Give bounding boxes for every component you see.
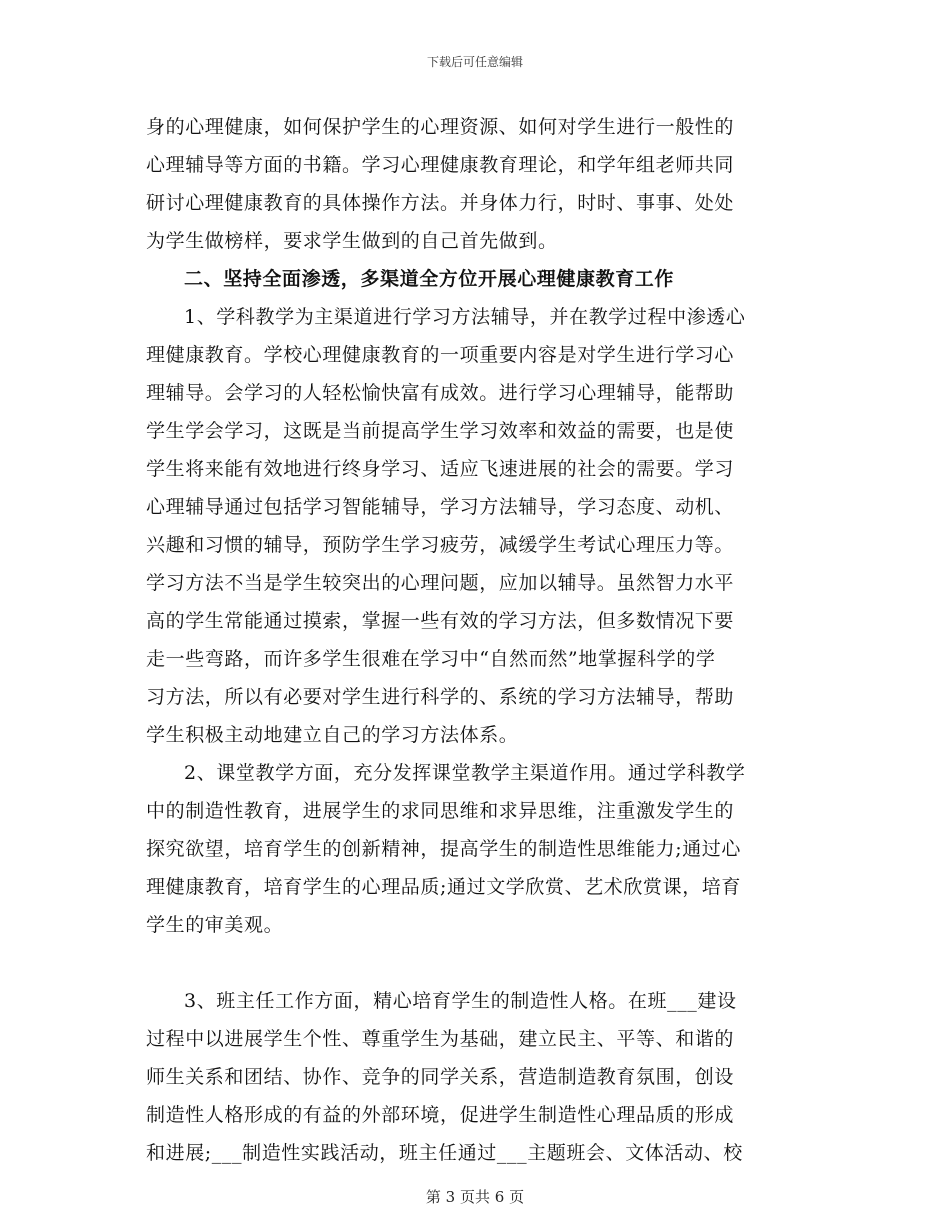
paragraph-line: 师生关系和团结、协作、竞争的同学关系，营造制造教育氛围，创设 <box>146 1066 735 1088</box>
paragraph-line: 高的学生常能通过摸索，掌握一些有效的学习方法，但多数情况下要 <box>146 610 735 632</box>
paragraph-line: 理健康教育。学校心理健康教育的一项重要内容是对学生进行学习心 <box>146 344 735 366</box>
paragraph-line: 中的制造性教育，进展学生的求同思维和求异思维，注重激发学生的 <box>146 800 735 822</box>
blank-line <box>146 944 810 982</box>
paragraph-line: 2、课堂教学方面，充分发挥课堂教学主渠道作用。通过学科教学 <box>184 762 746 784</box>
paragraph-line: 探究欲望，培育学生的创新精神，提高学生的制造性思维能力;通过心 <box>146 838 742 860</box>
paragraph-line: 兴趣和习惯的辅导，预防学生学习疲劳，减缓学生考试心理压力等。 <box>146 534 735 556</box>
paragraph-line: 学生学会学习，这既是当前提高学生学习效率和效益的需要，也是使 <box>146 420 735 442</box>
paragraph-line: 走一些弯路，而许多学生很难在学习中“自然而然”地掌握科学的学 <box>146 648 716 670</box>
paragraph-line: 为学生做榜样，要求学生做到的自己首先做到。 <box>146 230 558 252</box>
paragraph-line: 制造性人格形成的有益的外部环境，促进学生制造性心理品质的形成 <box>146 1104 735 1126</box>
section-heading: 二、坚持全面渗透，多渠道全方位开展心理健康教育工作 <box>184 268 675 290</box>
page-header-note: 下载后可任意编辑 <box>426 55 523 69</box>
paragraph-line: 过程中以进展学生个性、尊重学生为基础，建立民主、平等、和谐的 <box>146 1028 735 1050</box>
paragraph-line: 身的心理健康，如何保护学生的心理资源、如何对学生进行一般性的 <box>146 116 735 138</box>
document-body <box>146 108 810 1172</box>
paragraph-line: 理辅导。会学习的人轻松愉快富有成效。进行学习心理辅导，能帮助 <box>146 382 735 404</box>
page-number: 第 3 页共 6 页 <box>425 1188 525 1206</box>
paragraph-line: 学生积极主动地建立自己的学习方法体系。 <box>146 724 519 746</box>
paragraph-line: 学生将来能有效地进行终身学习、适应飞速进展的社会的需要。学习 <box>146 458 735 480</box>
paragraph-line: 心理辅导等方面的书籍。学习心理健康教育理论，和学年组老师共同 <box>146 154 735 176</box>
paragraph-line: 1、学科教学为主渠道进行学习方法辅导，并在教学过程中渗透心 <box>184 306 746 328</box>
paragraph-line: 理健康教育，培育学生的心理品质;通过文学欣赏、艺术欣赏课，培育 <box>146 876 742 898</box>
paragraph-line: 学生的审美观。 <box>146 914 284 936</box>
paragraph-line: 和进展;___制造性实践活动，班主任通过___主题班会、文体活动、校 <box>146 1142 743 1164</box>
paragraph-line: 研讨心理健康教育的具体操作方法。并身体力行，时时、事事、处处 <box>146 192 735 214</box>
paragraph-line: 3、班主任工作方面，精心培育学生的制造性人格。在班___建设 <box>184 990 737 1012</box>
paragraph-line: 学习方法不当是学生较突出的心理问题，应加以辅导。虽然智力水平 <box>146 572 735 594</box>
paragraph-line: 习方法，所以有必要对学生进行科学的、系统的学习方法辅导，帮助 <box>146 686 735 708</box>
paragraph-line: 心理辅导通过包括学习智能辅导，学习方法辅导，学习态度、动机、 <box>146 496 735 518</box>
